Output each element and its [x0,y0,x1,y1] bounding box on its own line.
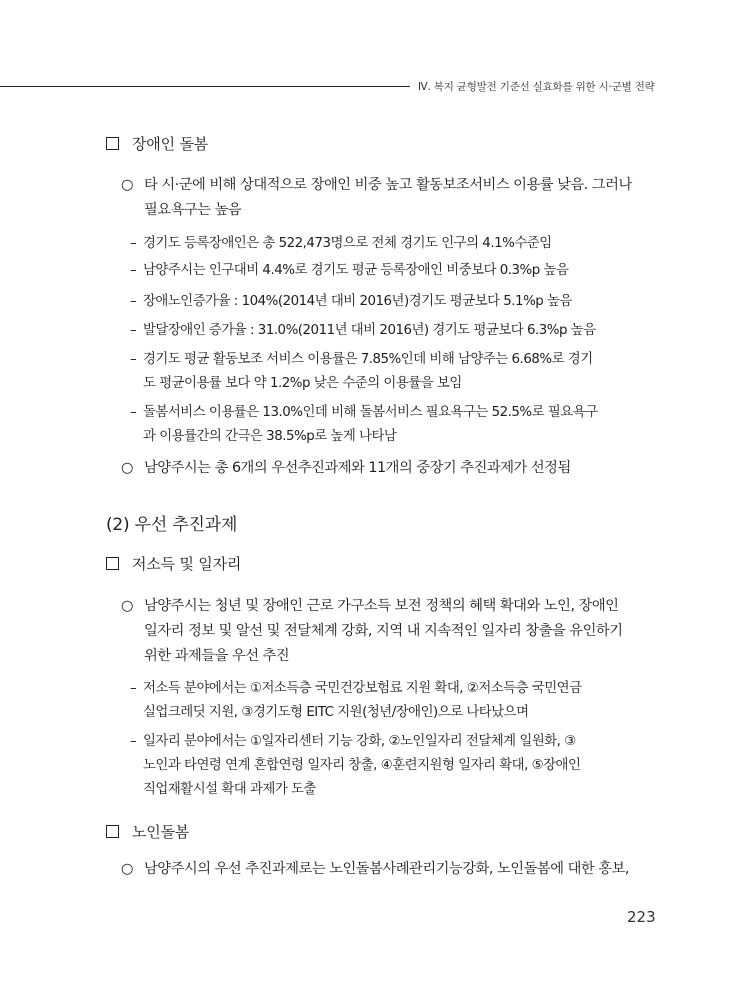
dash-item: – 남양주시는 인구대비 4.4%로 경기도 평균 등록장애인 비중보다 0.3%p 높음 [130,259,568,283]
dash-item: – 저소득 분야에서는 ①저소득층 국민건강보험료 지원 확대, ②저소득층 국민연금 실업크레딧 지원, ③경기도형 EITC 지원(청년/장애인)으로 나타났으며 [130,677,582,725]
running-header: Ⅳ. 복지 균형발전 기준선 실효화를 위한 시·군별 전략 [418,81,655,93]
page-number: 223 [627,908,656,926]
bullet-paragraph: ○ 남양주시는 청년 및 장애인 근로 가구소득 보전 정책의 혜택 확대와 노인, 장애인 일자리 정보 및 알선 및 전달체계 강화, 지역 내 지속적인 일자리 창출을 유인하기 위한 과제들을 우선 추진 [121,594,623,669]
square-bullet-icon [106,137,119,150]
dash-marker: – [130,294,137,309]
dash-item: – 경기도 평균 활동보조 서비스 이용률은 7.85%인데 비해 남양주는 6.68%로 경기 도 평균이용률 보다 약 1.2%p 낮은 수준의 이용률을 보임 [130,348,593,396]
dash-item: – 발달장애인 증가율 : 31.0%(2011년 대비 2016년) 경기도 평균보다 6.3%p 높음 [130,319,596,343]
dash-marker: – [130,236,137,251]
bullet-paragraph: ○ 남양주시의 우선 추진과제로는 노인돌봄사례관리기능강화, 노인돌봄에 대한 홍보, [121,857,629,882]
square-bullet-icon [106,825,119,838]
square-bullet-icon [106,557,119,570]
dash-marker: – [130,405,137,420]
circle-bullet-icon: ○ [121,177,133,193]
bullet-paragraph: ○ 남양주시는 총 6개의 우선추진과제와 11개의 중장기 추진과제가 선정됨 [121,456,571,481]
dash-item: – 일자리 분야에서는 ①일자리센터 기능 강화, ②노인일자리 전달체계 일원화, ③ 노인과 타연령 연계 혼합연령 일자리 창출, ④훈련지원형 일자리 확대, ⑤장애인 직업재활시설 확대 과제가 도출 [130,730,580,802]
dash-marker: – [130,263,137,278]
circle-bullet-icon: ○ [121,460,133,476]
bullet-paragraph: ○ 타 시·군에 비해 상대적으로 장애인 비중 높고 활동보조서비스 이용률 낮음. 그러나 필요욕구는 높음 [121,173,632,223]
section-heading-low-income-jobs: 저소득 및 일자리 [106,553,241,574]
circle-bullet-icon: ○ [121,861,133,877]
section-title-priority-tasks: (2) 우선 추진과제 [106,515,238,535]
dash-marker: – [130,323,137,338]
section-heading-disability-care: 장애인 돌봄 [106,133,208,154]
dash-marker: – [130,734,137,749]
dash-marker: – [130,352,137,367]
circle-bullet-icon: ○ [121,598,133,614]
section-heading-elderly-care: 노인돌봄 [106,821,189,842]
dash-item: – 장애노인증가율 : 104%(2014년 대비 2016년)경기도 평균보다 5.1%p 높음 [130,290,572,314]
dash-marker: – [130,681,137,696]
dash-item: – 돌봄서비스 이용률은 13.0%인데 비해 돌봄서비스 필요욕구는 52.5%로 필요욕구 과 이용률간의 간극은 38.5%p로 높게 나타남 [130,401,598,449]
dash-item: – 경기도 등록장애인은 총 522,473명으로 전체 경기도 인구의 4.1%수준임 [130,232,552,256]
header-rule [0,86,410,87]
